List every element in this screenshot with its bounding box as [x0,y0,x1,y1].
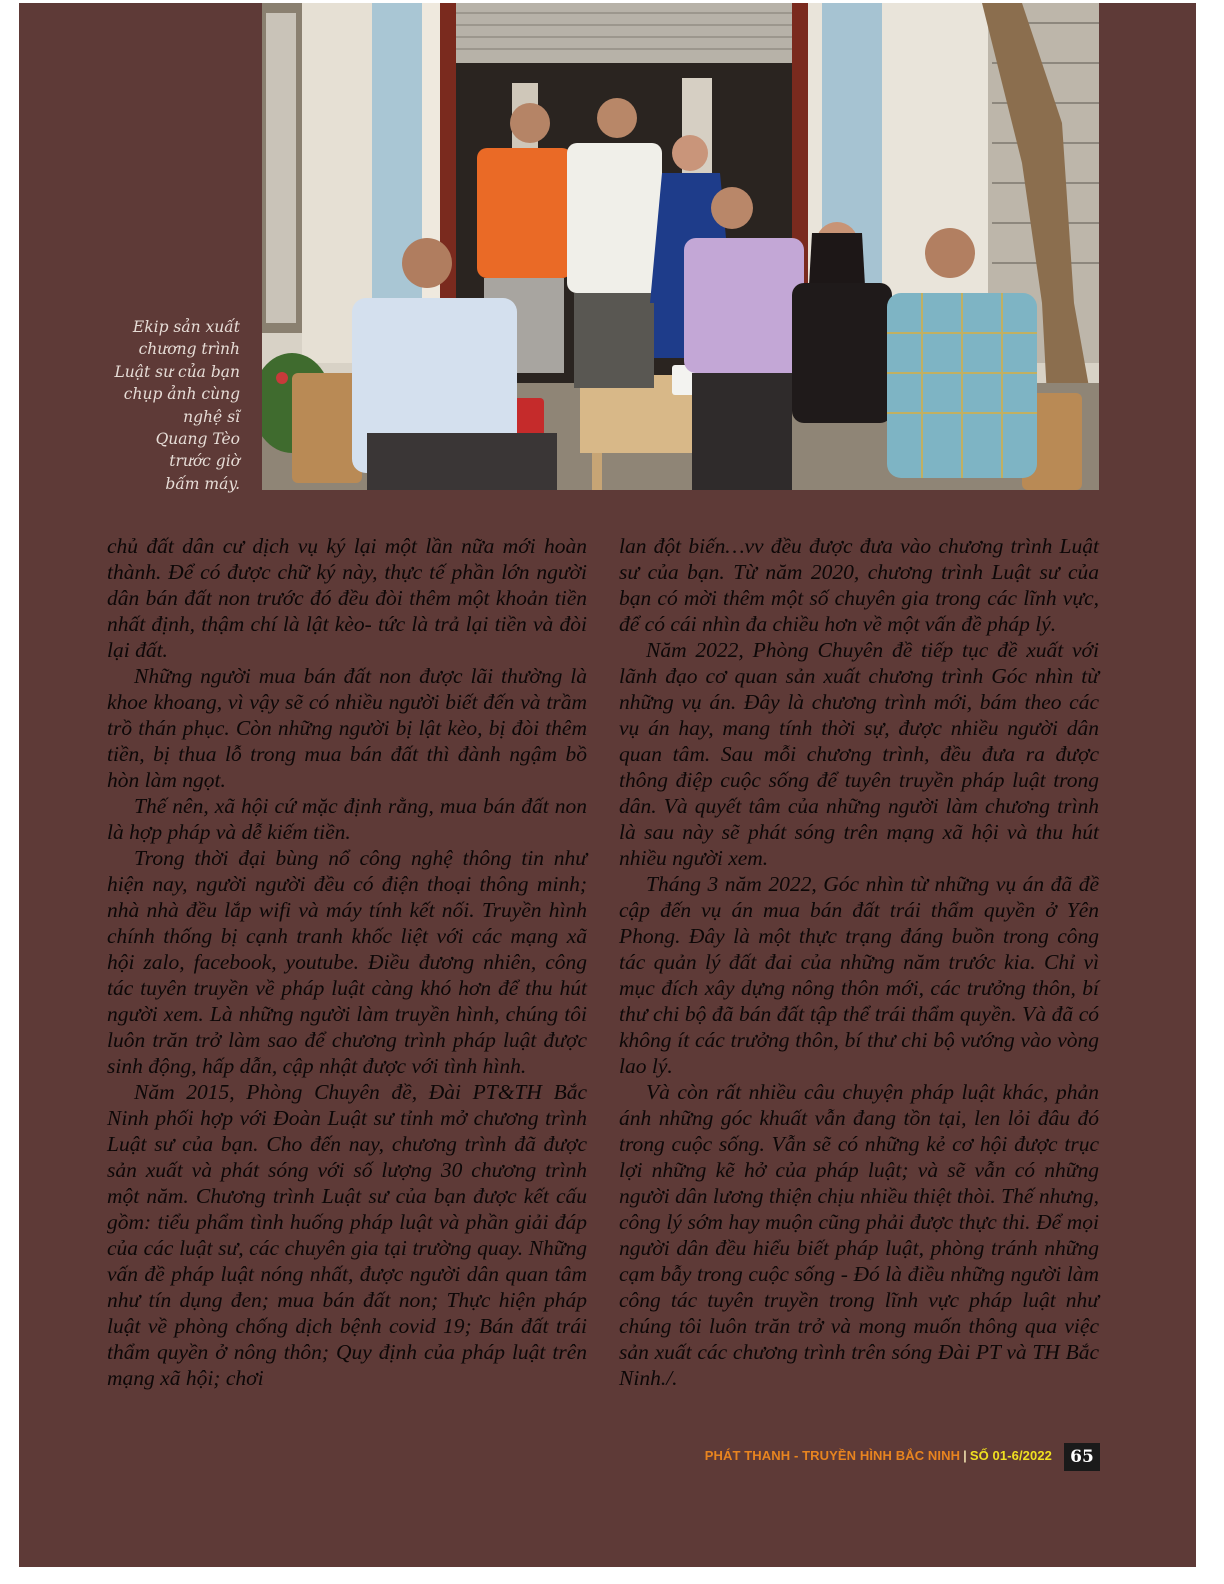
footer-station-name: PHÁT THANH - TRUYỀN HÌNH BẮC NINH [704,1448,961,1463]
article-paragraph: Thế nên, xã hội cứ mặc định rằng, mua bán đất non là hợp pháp và dễ kiếm tiền. [107,794,587,844]
article-paragraph: Năm 2022, Phòng Chuyên đề tiếp tục đề xuất với lãnh đạo cơ quan sản xuất chương trình Góc nhìn từ những vụ án. Đây là chương trình mới, bám theo các vụ án hay, mang tính thời sự, được nhiều người dân quan tâm. Sau mỗi chương trình, đều đưa ra được thông điệp cuộc sống để tuyên truyền pháp luật trong dân. Và quyết tâm của những người làm chương trình là sau này sẽ phát sóng trên mạng xã hội và thu hút nhiều người xem. [619,638,1099,870]
article-paragraph: Những người mua bán đất non được lãi thường là khoe khoang, vì vậy sẽ có nhiều người biết đến và trầm trồ thán phục. Còn những người bị lật kèo, bị đòi thêm tiền, bị thua lỗ trong mua bán đất thì đành ngậm bồ hòn làm ngọt. [107,664,587,792]
footer-issue-number: SỐ 01-6/2022 [969,1448,1052,1463]
article-paragraph: Năm 2015, Phòng Chuyên đề, Đài PT&TH Bắc Ninh phối hợp với Đoàn Luật sư tỉnh mở chương trình Luật sư của bạn. Cho đến nay, chương trình đã được sản xuất và phát sóng với số lượng 30 chương trình một năm. Chương trình Luật sư của bạn được kết cấu gồm: tiểu phẩm tình huống pháp luật và phần giải đáp của các luật sư, các chuyên gia tại trường quay. Những vấn đề pháp luật nóng nhất, được người dân quan tâm như tín dụng đen; mua bán đất non; Thực hiện pháp luật về phòng chống dịch bệnh covid 19; Bán đất trái thẩm quyền ở nông thôn; Quy định của pháp luật trên mạng xã hội; chơi [107,1080,587,1390]
footer-publication [705,1448,1052,1463]
article-right-column [619,533,1099,1391]
caption-line: bấm máy. [165,474,240,493]
article-left-column [107,533,587,1391]
caption-line: chương trình [138,340,240,359]
article-paragraph: lan đột biến…vv đều được đưa vào chương trình Luật sư của bạn. Từ năm 2020, chương trình Luật sư của bạn có mời thêm một số chuyên gia trong các lĩnh vực, để có cái nhìn đa chiều hơn về một vấn đề pháp lý. [619,534,1099,636]
article-paragraph: chủ đất dân cư dịch vụ ký lại một lần nữa mới hoàn thành. Để có được chữ ký này, thực tế phần lớn người dân bán đất non trước đó đều đòi thêm một khoản tiền nhất định, thậm chí là lật kèo- tức là trả lại tiền và đòi lại đất. [107,534,587,662]
group-photo-icon [262,3,1099,490]
caption-line: chụp ảnh cùng [123,385,240,404]
caption-line: Luật sư của bạn [114,362,240,381]
footer-separator: | [963,1448,967,1463]
caption-line: nghệ sĩ [183,407,240,426]
page-footer [680,1441,1100,1471]
caption-line: trước giờ [169,452,240,471]
article-paragraph: Trong thời đại bùng nổ công nghệ thông tin như hiện nay, người người đều có điện thoại thông minh; nhà nhà đều lắp wifi và máy tính kết nối. Truyền hình chính thống bị cạnh tranh khốc liệt với các mạng xã hội zalo, facebook, youtube. Điều đương nhiên, công tác tuyên truyền về pháp luật càng khó hơn để thu hút người xem. Là những người làm truyền hình, chúng tôi luôn trăn trở làm sao để chương trình pháp luật được sinh động, hấp dẫn, cập nhật được với tình hình. [107,846,587,1078]
photo-caption [100,316,240,495]
caption-line: Quang Tèo [155,430,240,449]
article-paragraph: Và còn rất nhiều câu chuyện pháp luật khác, phản ánh những góc khuất vẫn đang tồn tại, len lỏi đâu đó trong cuộc sống. Vẫn sẽ có những kẻ cơ hội được trục lợi những kẽ hở của pháp luật; và sẽ vẫn có những người dân lương thiện chịu nhiều thiệt thòi. Thế nhưng, công lý sớm hay muộn cũng phải được thực thi. Để mọi người dân đều hiểu biết pháp luật, phòng tránh những cạm bẫy trong cuộc sống - Đó là điều những người làm công tác tuyên truyền trong lĩnh vực pháp luật như chúng tôi luôn trăn trở và mong muốn thông qua việc sản xuất các chương trình trên sóng Đài PT và TH Bắc Ninh./. [619,1080,1099,1390]
article-paragraph: Tháng 3 năm 2022, Góc nhìn từ những vụ án đã đề cập đến vụ án mua bán đất trái thẩm quyền ở Yên Phong. Đây là một thực trạng đáng buồn trong công tác quản lý đất đai của những năm trước kia. Chỉ vì mục đích xây dựng nông thôn mới, các trưởng thôn, bí thư chi bộ đã bán đất tập thể trái thẩm quyền. Và đã có không ít các trưởng thôn, bí thư chi bộ vướng vào vòng lao lý. [619,872,1099,1078]
caption-line: Ekip sản xuất [132,318,240,336]
group-photo [262,3,1099,490]
page-number: 65 [1064,1443,1100,1471]
